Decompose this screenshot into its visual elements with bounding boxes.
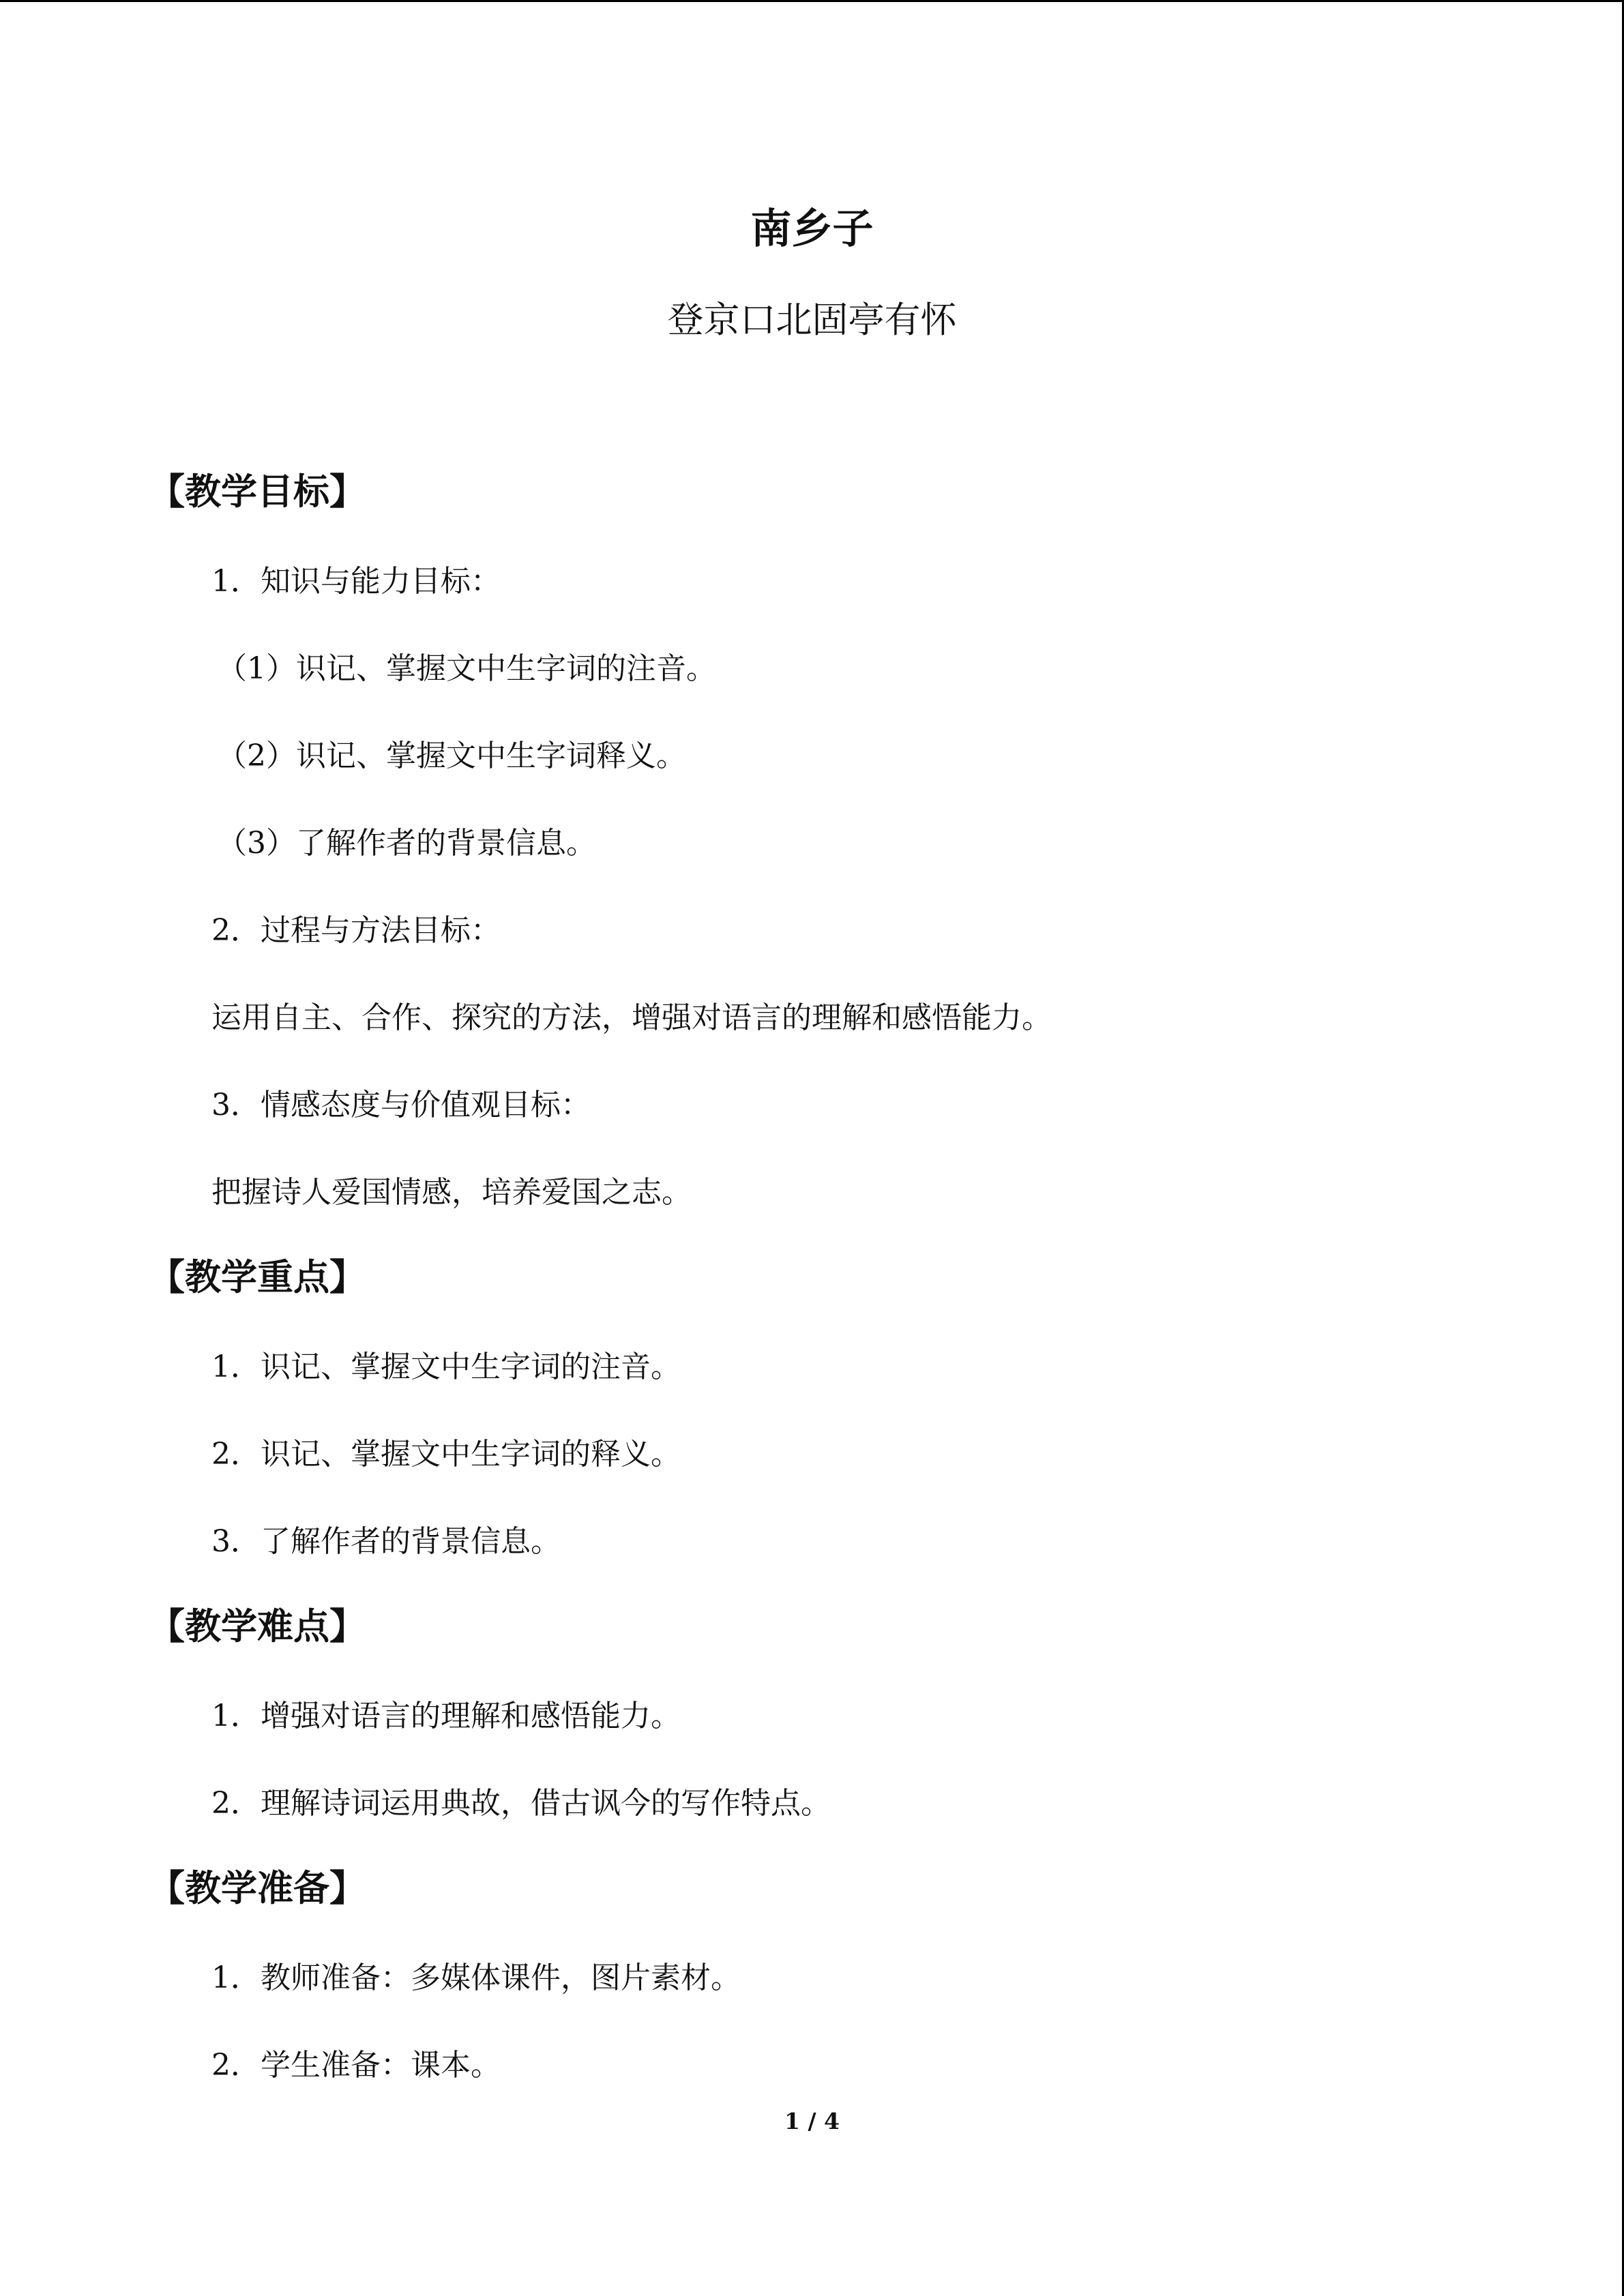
page-border-top <box>0 0 1624 2</box>
objective-item-2-detail: 运用自主、合作、探究的方法，增强对语言的理解和感悟能力。 <box>211 1000 1052 1035</box>
objective-item-3: 3．情感态度与价值观目标： <box>211 1088 591 1122</box>
difficulty-item-1: 1．增强对语言的理解和感悟能力。 <box>211 1699 681 1733</box>
preparation-item-1: 1．教师准备：多媒体课件，图片素材。 <box>211 1960 741 1995</box>
objective-subitem-3: （3）了解作者的背景信息。 <box>217 826 596 861</box>
key-point-item-1: 1．识记、掌握文中生字词的注音。 <box>211 1350 681 1384</box>
page-number: 1 / 4 <box>784 2108 840 2134</box>
section-heading-preparation: 【教学准备】 <box>149 1868 366 1909</box>
key-point-item-2: 2．识记、掌握文中生字词的释义。 <box>211 1437 681 1472</box>
difficulty-item-2: 2．理解诗词运用典故，借古讽今的写作特点。 <box>211 1786 831 1821</box>
document-subtitle: 登京口北固亭有怀 <box>667 299 957 341</box>
key-point-item-3: 3．了解作者的背景信息。 <box>211 1524 561 1559</box>
section-heading-difficulties: 【教学难点】 <box>149 1606 366 1648</box>
preparation-item-2: 2．学生准备：课本。 <box>211 2048 501 2083</box>
objective-subitem-1: （1）识记、掌握文中生字词的注音。 <box>217 651 716 686</box>
section-heading-objectives: 【教学目标】 <box>149 471 366 513</box>
objective-subitem-2: （2）识记、掌握文中生字词释义。 <box>217 739 686 773</box>
document-title: 南乡子 <box>750 205 874 253</box>
objective-item-3-detail: 把握诗人爱国情感，培养爱国之志。 <box>211 1175 692 1210</box>
section-heading-key-points: 【教学重点】 <box>149 1257 366 1298</box>
objective-item-2: 2．过程与方法目标： <box>211 913 501 948</box>
objective-item-1: 1．知识与能力目标： <box>211 564 501 599</box>
